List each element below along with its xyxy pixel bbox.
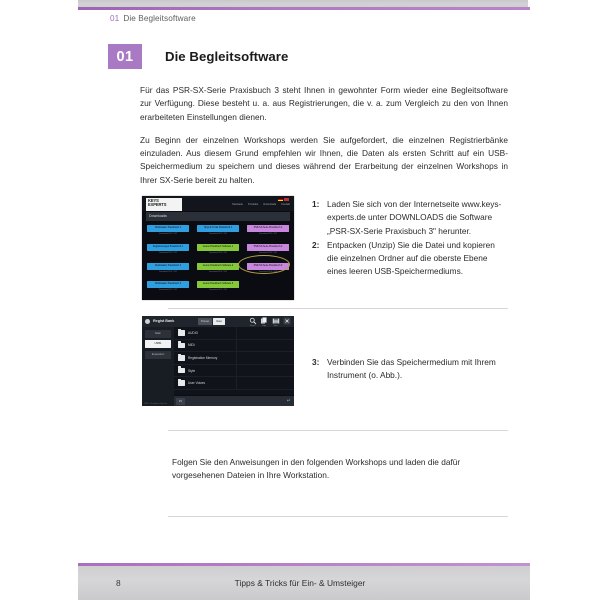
regist-bank-toolbar — [249, 317, 292, 325]
regist-bank-title: Regist Bank — [153, 319, 175, 323]
copy-icon-label: Copy — [262, 325, 266, 327]
download-button[interactable] — [197, 263, 239, 273]
regist-bank-sidebar — [142, 327, 175, 406]
list-item[interactable] — [174, 327, 294, 340]
save-icon-label: Save — [273, 325, 278, 327]
download-button[interactable] — [247, 244, 289, 254]
nav-item-1[interactable]: Produkte — [247, 203, 259, 206]
downloads-subbar — [146, 212, 290, 221]
download-button-caption: Download PDF / ZIP — [158, 233, 178, 235]
download-button[interactable] — [197, 244, 239, 254]
tab-user[interactable]: User — [213, 318, 225, 325]
logo-line-2: EXPERTS — [148, 202, 167, 208]
paragraph-1: Für das PSR-SX-Serie Praxisbuch 3 steht Ihnen in gewohnter Form wieder eine Begleitsoftware zur Verfügung. Diese besteht u. a. aus Registrierungen, die v. a. zum Vergleich zu den von Ihnen erarbeiteten Einstellungen dienen. — [140, 85, 508, 122]
download-button-label: Workstation Praxisbuch 1 — [154, 227, 181, 229]
download-button-caption: Download PDF / ZIP — [208, 251, 228, 254]
save-icon[interactable] — [272, 317, 280, 325]
download-button-label: Tipps & Tricks Praxisbuch 1 — [203, 227, 233, 229]
list-item[interactable] — [174, 365, 294, 378]
section-divider — [168, 308, 508, 309]
download-button-label: Genos Praxisbuch Software 1 — [202, 245, 234, 248]
download-button-caption: Download PDF / ZIP — [258, 251, 278, 254]
search-icon-label: Search — [249, 325, 256, 327]
download-button-caption: Download PDF / ZIP — [158, 251, 178, 254]
folder-label: MIDI — [188, 343, 195, 348]
language-flags — [278, 198, 290, 201]
list-item[interactable] — [174, 352, 294, 365]
folder-icon — [178, 343, 185, 349]
window-icon — [145, 319, 150, 324]
folder-icon — [178, 355, 185, 361]
download-button-grid — [147, 224, 289, 297]
download-button-caption: Download PDF / ZIP — [158, 289, 178, 292]
step-number: 3: — [312, 357, 320, 367]
sidebar-item-main[interactable]: Main — [145, 330, 171, 338]
back-arrow-icon[interactable]: ↵ — [286, 398, 291, 404]
website-nav — [232, 203, 290, 206]
chapter-number-badge: 01 — [108, 44, 142, 69]
download-button-label: Genos Praxisbuch Software 2 — [202, 264, 234, 267]
download-button-caption: Download PDF / ZIP — [158, 270, 178, 273]
page-title: Die Begleitsoftware — [165, 49, 289, 64]
instruction-list-1 — [312, 198, 508, 280]
sidebar-item-expansion[interactable]: Expansion — [145, 351, 171, 359]
closing-note: Folgen Sie den Anweisungen in den folgenden Workshops und laden die dafür vorgesehenen Dateien in Ihre Workstation. — [172, 457, 461, 481]
download-button[interactable] — [197, 225, 239, 235]
download-button-caption: Download PDF / ZIP — [208, 289, 228, 292]
paragraph-2: Zu Beginn der einzelnen Workshops werden Sie aufgefordert, die einzelnen Registrierbänke einzuladen. Aus diesem Grund empfehlen wir Ihnen, die Daten als ersten Schritt auf ein USB-Speichermedium zu speichern und dieses während der Erarbeitung der einzelnen Workshops in Ihrer SX-Serie bereit zu halten. — [140, 134, 508, 185]
download-button-label: PSR-SX-Serie Praxisbuch 1 — [253, 227, 283, 229]
download-button[interactable] — [247, 225, 289, 235]
body-text-column — [140, 84, 508, 197]
flag-uk-icon[interactable] — [284, 198, 289, 201]
footer-title: Tipps & Tricks für Ein- & Umsteiger — [234, 578, 366, 588]
download-button[interactable] — [197, 281, 239, 292]
website-header-bar — [142, 196, 294, 211]
copy-icon[interactable] — [260, 317, 268, 325]
downloads-subbar-label: Downloads — [149, 213, 167, 218]
header-rule — [78, 7, 530, 10]
download-button-highlighted[interactable] — [247, 263, 289, 273]
download-button-label: Workstation Praxisbuch 2 — [154, 264, 181, 267]
download-button-label: PSR-SX-Serie Praxisbuch 2 — [253, 245, 283, 248]
folder-label: Registration Memory — [188, 355, 218, 360]
download-button-label: Registrierungen Praxisbuch 1 — [152, 245, 184, 248]
sidebar-item-usb1[interactable]: USB1 — [145, 340, 171, 348]
download-button-label: PSR-SX-Serie Praxisbuch 3 — [253, 264, 283, 267]
download-button-label: Workstation Praxisbuch 3 — [154, 283, 181, 286]
folder-icon — [178, 380, 185, 386]
logo-line-1: KEYS — [148, 197, 159, 203]
section-divider — [168, 516, 508, 517]
step-text: Entpacken (Unzip) Sie die Datei und kopieren die einzelnen Ordner auf die oberste Ebene eines leeren USB-Speichermediums. — [327, 239, 495, 277]
folder-label: AUDIO — [188, 330, 199, 335]
page-top-band — [78, 0, 528, 7]
download-button-caption: Download PDF / ZIP — [258, 233, 278, 235]
running-header — [110, 14, 196, 23]
figure-website-screenshot — [142, 196, 294, 300]
sidebar-storage-info: USB1 / Verfügbarer Speicher — [144, 403, 168, 405]
download-button-caption: Download PDF / ZIP — [208, 270, 228, 273]
nav-item-3[interactable]: Kontakt — [281, 203, 290, 206]
running-header-number: 01 — [110, 14, 120, 23]
download-button[interactable] — [147, 225, 189, 235]
footer-page-number: 8 — [116, 578, 121, 588]
download-button-label: Genos Praxisbuch Software 3 — [202, 283, 234, 286]
section-divider — [168, 430, 508, 431]
step-text: Laden Sie sich von der Internetseite www.keys-experts.de unter DOWNLOADS die Software „PSR-SX-Serie Praxisbuch 3" herunter. — [327, 199, 502, 236]
nav-item-0[interactable]: Startseite — [232, 203, 243, 206]
flag-de-icon[interactable] — [278, 198, 283, 201]
regist-bank-statusbar — [174, 395, 294, 406]
keys-experts-logo — [146, 198, 182, 211]
step-number: 2: — [312, 239, 320, 250]
list-item — [312, 239, 508, 279]
tab-preset[interactable]: Preset — [198, 318, 212, 325]
download-button[interactable] — [147, 281, 189, 292]
list-item[interactable] — [174, 377, 294, 390]
regist-bank-tabs — [198, 318, 225, 325]
list-item — [312, 198, 508, 238]
list-item — [312, 356, 508, 383]
regist-bank-window — [142, 316, 294, 406]
download-button[interactable] — [147, 263, 189, 273]
download-button[interactable] — [147, 244, 189, 254]
step-number: 1: — [312, 199, 320, 209]
folder-label: Style — [188, 368, 196, 373]
folder-icon — [178, 330, 185, 336]
download-button-caption: Download PDF / ZIP — [208, 233, 228, 235]
download-button-caption: Download PDF / ZIP — [258, 270, 278, 273]
step-text: Verbinden Sie das Speichermedium mit Ihrem Instrument (o. Abb.). — [327, 357, 496, 381]
nav-item-2[interactable]: Downloads — [263, 203, 277, 206]
website-screenshot — [142, 196, 294, 300]
figure-regist-bank-screenshot — [142, 316, 294, 406]
close-icon[interactable] — [283, 317, 291, 325]
search-icon[interactable] — [249, 317, 257, 325]
chapter-heading — [108, 44, 288, 69]
running-header-title: Die Begleitsoftware — [123, 14, 196, 23]
instruction-list-2 — [312, 356, 508, 384]
folder-label: User Voices — [188, 381, 206, 386]
list-item[interactable] — [174, 340, 294, 353]
folder-icon — [178, 368, 185, 374]
page-indicator[interactable]: P1 — [176, 398, 185, 405]
